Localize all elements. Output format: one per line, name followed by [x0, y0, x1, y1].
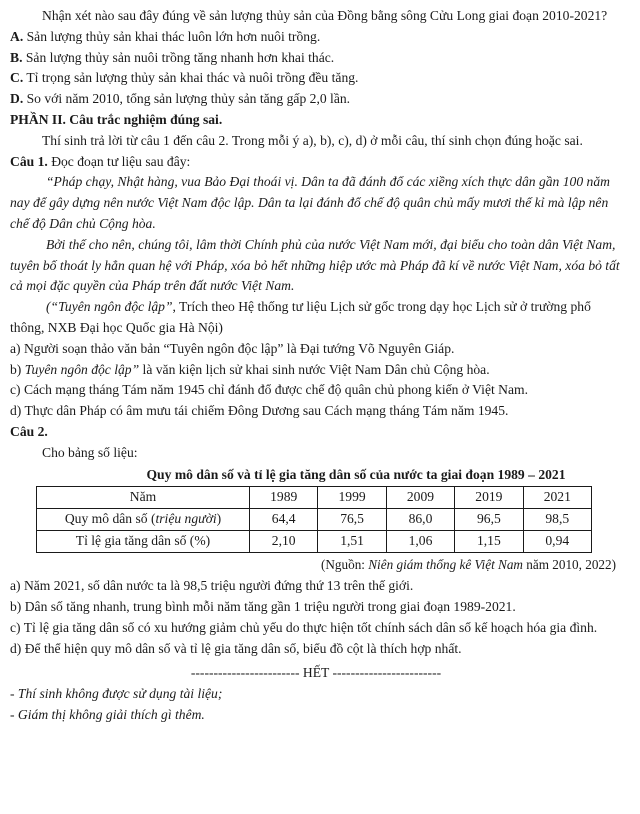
option-key: D. [10, 91, 24, 107]
table-cell: 96,5 [455, 509, 523, 531]
q1-source-title: (“Tuyên ngôn độc lập” [46, 299, 173, 315]
end-note-1: - Thí sinh không được sử dụng tài liệu; [10, 686, 223, 702]
row-label-population [37, 509, 250, 531]
row-label-unit: triệu người [155, 511, 217, 527]
option-d [10, 89, 622, 110]
end-marker: ------------------------ HẾT ------------------------ [190, 665, 442, 681]
table-cell: 86,0 [386, 509, 454, 531]
table-cell: 2,10 [250, 531, 318, 553]
part2-instruction: Thí sinh trả lời từ câu 1 đến câu 2. Trong mỗi ý a), b), c), d) ở mỗi câu, thí sinh chọn đúng hoặc sai. [42, 132, 583, 148]
table-cell: 76,5 [318, 509, 386, 531]
q1-source [10, 297, 622, 339]
option-key: A. [10, 28, 24, 44]
table-header-label: Năm [37, 487, 250, 509]
source-end: năm 2010, 2022) [522, 557, 616, 573]
table-cell: 1,51 [318, 531, 386, 553]
q2-statement-b: b) Dân số tăng nhanh, trung bình mỗi năm tăng gần 1 triệu người trong giai đoạn 1989-2021. [10, 598, 516, 614]
q2-statement-c: c) Tỉ lệ gia tăng dân số có xu hướng giảm chủ yếu do thực hiện tốt chính sách dân số kế hoạch hóa gia đình. [10, 619, 598, 635]
option-c [10, 68, 622, 89]
table-row-growth [37, 531, 592, 553]
table-cell: 1,15 [455, 531, 523, 553]
table-year: 2019 [455, 487, 523, 509]
row-label-end: ) [216, 511, 222, 527]
table-cell: 0,94 [523, 531, 591, 553]
q1-statement-d: d) Thực dân Pháp có âm mưu tái chiếm Đông Dương sau Cách mạng tháng Tám năm 1945. [10, 403, 509, 419]
option-b [10, 48, 622, 69]
exam-page [10, 6, 622, 726]
table-year: 1999 [318, 487, 386, 509]
q1-b-italic: Tuyên ngôn độc lập” [24, 361, 140, 377]
row-label-main: Quy mô dân số ( [64, 511, 156, 527]
table-year: 1989 [250, 487, 318, 509]
q2-label-text: Câu 2. [10, 423, 48, 439]
q1-quote-paragraph-1: “Pháp chạy, Nhật hàng, vua Bảo Đại thoái vị. Dân ta đã đánh đổ các xiềng xích thực dân gần 100 năm nay để gây dựng nên nước Việt Nam độc lập. Dân ta lại đánh đổ chế độ quân chủ mấy mươi thế kỉ mà lập nên chế độ Dân chủ Cộng hòa. [10, 174, 610, 231]
option-key: B. [10, 49, 23, 65]
option-text: Tỉ trọng sản lượng thủy sản khai thác và nuôi trồng đều tăng. [26, 70, 359, 86]
option-text: Sản lượng thủy sản nuôi trồng tăng nhanh hơn khai thác. [25, 49, 335, 65]
source-italic: Niên giám thống kê Việt Nam [368, 557, 523, 573]
table-year: 2009 [386, 487, 454, 509]
population-table [36, 486, 592, 553]
q2-prompt: Cho bảng số liệu: [42, 444, 138, 460]
option-a [10, 27, 622, 48]
q1-prompt-text: Đọc đoạn tư liệu sau đây: [51, 153, 191, 169]
table-title: Quy mô dân số và tỉ lệ gia tăng dân số của nước ta giai đoạn 1989 – 2021 [146, 466, 566, 482]
q2-statement-a: a) Năm 2021, số dân nước ta là 98,5 triệu người đứng thứ 13 trên thế giới. [10, 578, 414, 594]
table-cell: 64,4 [250, 509, 318, 531]
q2-statement-d: d) Để thể hiện quy mô dân số và tỉ lệ gia tăng dân số, biểu đồ cột là thích hợp nhất. [10, 640, 462, 656]
table-cell: 1,06 [386, 531, 454, 553]
q1-prompt [10, 152, 622, 173]
q1-b-rest: là văn kiện lịch sử khai sinh nước Việt Nam Dân chủ Cộng hòa. [139, 361, 490, 377]
option-text: Sản lượng thủy sản khai thác luôn lớn hơn nuôi trồng. [26, 28, 321, 44]
table-year: 2021 [523, 487, 591, 509]
q2-label [10, 422, 622, 443]
q1-source-rest: , Trích theo Hệ thống tư liệu Lịch sử gốc trong dạy học Lịch sử ở trường phổ thông, NXB Đại học Quốc gia Hà Nội) [10, 299, 591, 335]
q1-quote-paragraph-2: Bởi thế cho nên, chúng tôi, lâm thời Chính phủ của nước Việt Nam mới, đại biểu cho toàn dân Việt Nam, tuyên bố thoát ly hẳn quan hệ với Pháp, xóa bỏ hết những hiệp ước mà Pháp đã kí về nước Việt Nam, xóa bỏ tất cả mọi đặc quyền của Pháp trên đất nước Việt Nam. [10, 236, 620, 294]
q1-statement-c: c) Cách mạng tháng Tám năm 1945 chỉ đánh đổ được chế độ quân chủ phong kiến ở Việt Nam. [10, 382, 528, 398]
option-text: So với năm 2010, tổng sản lượng thủy sản tăng gấp 2,0 lần. [26, 91, 351, 107]
question-stem: Nhận xét nào sau đây đúng về sản lượng thủy sản của Đồng bằng sông Cửu Long giai đoạn 2010-2021? [42, 8, 608, 23]
source-open: (Nguồn: [321, 557, 369, 573]
q1-b-prefix: b) [10, 361, 25, 377]
q1-statement-a: a) Người soạn thảo văn bản “Tuyên ngôn độc lập” là Đại tướng Võ Nguyên Giáp. [10, 340, 455, 356]
end-note-2: - Giám thị không giải thích gì thêm. [10, 706, 205, 722]
row-label-growth: Tỉ lệ gia tăng dân số (%) [37, 531, 250, 553]
table-header-row [37, 487, 592, 509]
part2-heading: PHẦN II. Câu trắc nghiệm đúng sai. [10, 111, 223, 127]
q1-statement-b [10, 360, 622, 381]
table-row-population [37, 509, 592, 531]
q1-label: Câu 1. [10, 153, 48, 169]
table-source [10, 555, 616, 576]
option-key: C. [10, 70, 24, 86]
table-cell: 98,5 [523, 509, 591, 531]
